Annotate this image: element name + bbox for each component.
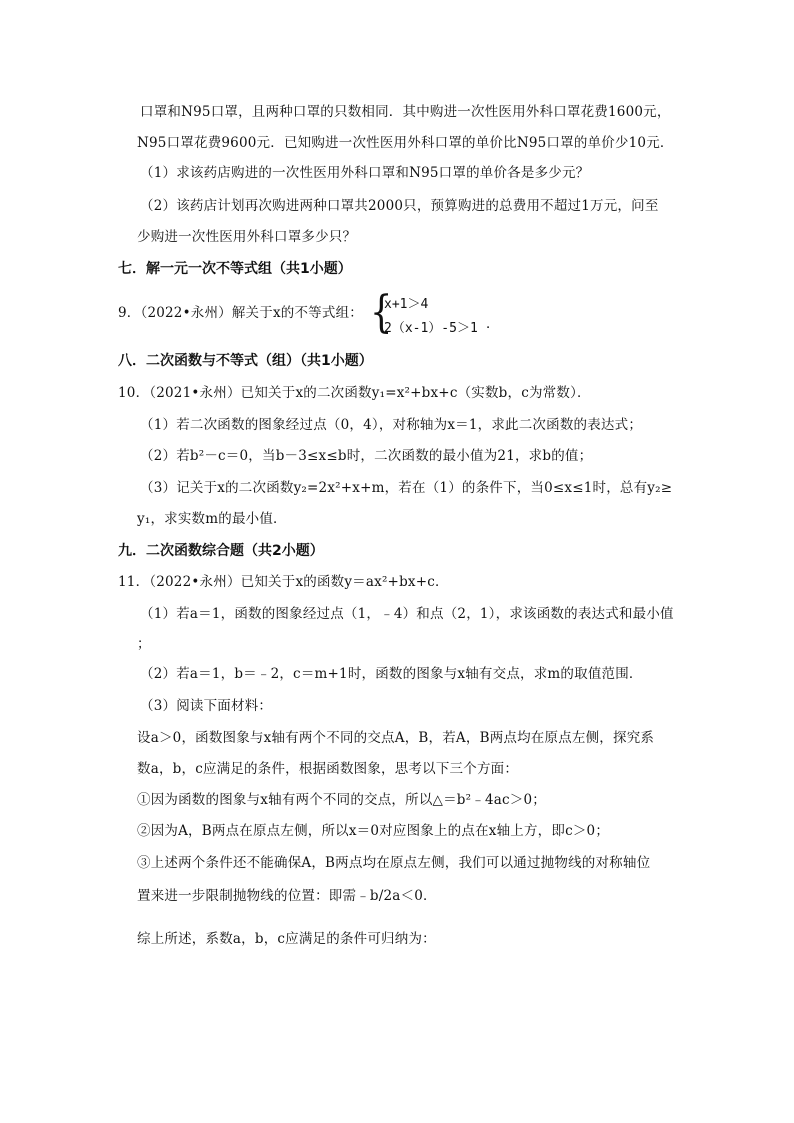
problem11-question1-line2: ； [137, 636, 151, 652]
problem8-line2: N95口罩花费9600元．已知购进一次性医用外科口罩的单价比N95口罩的单价少10元． [137, 135, 674, 151]
section7-heading: 七．解一元一次不等式组（共1小题） [118, 261, 352, 277]
problem8-question2-line1: （2）该药店计划再次购进两种口罩共2000只，预算购进的总费用不超过1万元，问至 [140, 198, 659, 214]
left-brace-icon: { [370, 287, 393, 338]
material-line1: 设a＞0，函数图象与x轴有两个不同的交点A，B，若A，B两点均在原点左侧，探究系 [137, 730, 655, 746]
problem10-question2: （2）若b²－c＝0，当b－3≤x≤b时，二次函数的最小值为21，求b的值； [140, 448, 593, 464]
problem8-line1: 口罩和N95口罩，且两种口罩的只数相同．其中购进一次性医用外科口罩花费1600元， [140, 104, 671, 120]
problem10-question3-line1: （3）记关于x的二次函数y₂=2x²+x+m，若在（1）的条件下，当0≤x≤1时，总有y₂≥ [140, 480, 673, 496]
material-line3: ①因为函数的图象与x轴有两个不同的交点，所以△＝b²﹣4ac＞0； [137, 792, 546, 808]
problem11-question1-line1: （1）若a＝1，函数的图象经过点（1，﹣4）和点（2，1），求该函数的表达式和最小值 [140, 606, 674, 622]
problem8-question2-line2: 少购进一次性医用外科口罩多少只？ [137, 229, 357, 245]
problem11-question2: （2）若a＝1，b＝﹣2，c＝m+1时，函数的图象与x轴有交点，求m的取值范围． [140, 666, 643, 682]
problem10-question1: （1）若二次函数的图象经过点（0，4），对称轴为x＝1，求此二次函数的表达式； [140, 417, 643, 433]
material-line6: 置来进一步限制抛物线的位置：即需﹣b/2a＜0． [137, 888, 437, 904]
problem10-question3-line2: y₁，求实数m的最小值． [137, 511, 287, 527]
inequality-system [370, 287, 490, 341]
problem11-question3: （3）阅读下面材料： [140, 698, 273, 714]
problem10-stem: 10．（2021•永州）已知关于x的二次函数y₁=x²+bx+c（实数b，c为常数）． [118, 385, 591, 401]
section8-heading: 八．二次函数与不等式（组）（共1小题） [118, 353, 373, 369]
problem9-prefix: 9．（2022•永州）解关于x的不等式组： [118, 305, 363, 321]
material-line4: ②因为A，B两点在原点左侧，所以x＝0对应图象上的点在x轴上方，即c＞0； [137, 823, 610, 839]
problem8-question1: （1）求该药店购进的一次性医用外科口罩和N95口罩的单价各是多少元？ [140, 165, 590, 181]
material-line2: 数a，b，c应满足的条件，根据函数图象，思考以下三个方面： [137, 761, 519, 777]
inequality-1: x+1＞4 [384, 297, 429, 312]
inequality-2: 2（x-1）-5＞1 [384, 321, 478, 336]
problem9-suffix: ． [486, 316, 500, 332]
material-line5: ③上述两个条件还不能确保A，B两点均在原点左侧，我们可以通过抛物线的对称轴位 [137, 855, 651, 871]
problem11-stem: 11．（2022•永州）已知关于x的函数y＝ax²+bx+c． [118, 574, 449, 590]
section9-heading: 九．二次函数综合题（共2小题） [118, 543, 324, 559]
material-line7: 综上所述，系数a，b，c应满足的条件可归纳为： [137, 931, 436, 947]
